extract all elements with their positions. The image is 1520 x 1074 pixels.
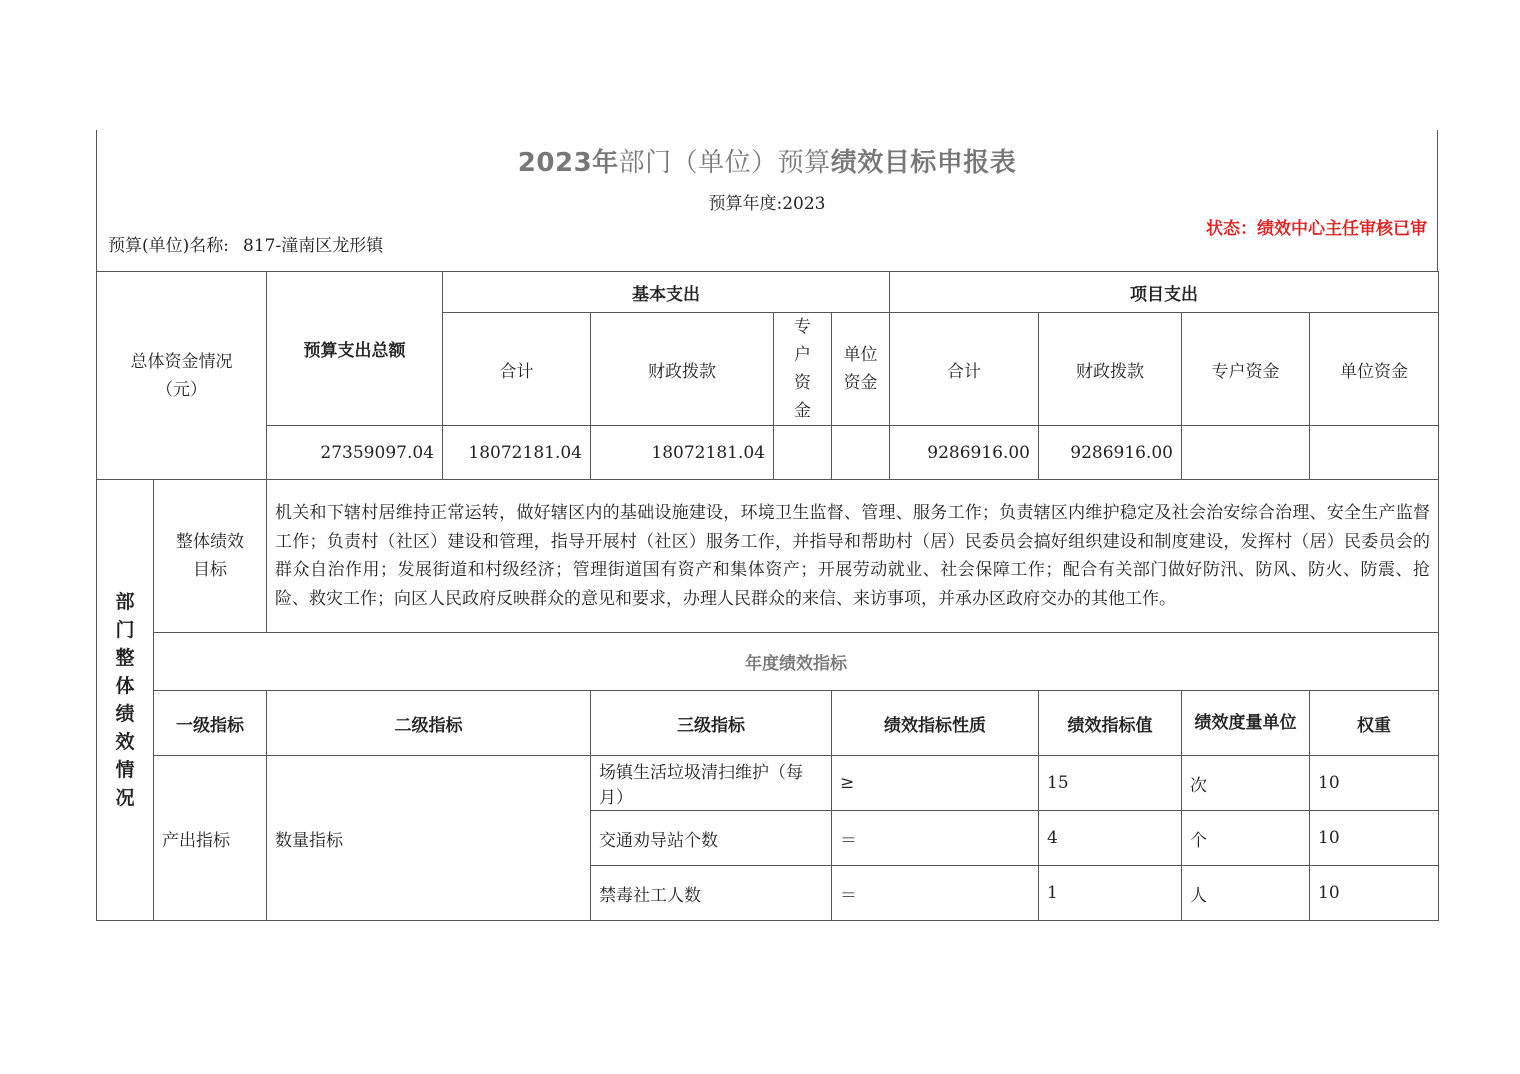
char: 体 [115, 675, 135, 697]
char: 门 [115, 619, 135, 641]
project-total-header: 合计 [890, 313, 1039, 426]
basic-special-header [774, 313, 832, 426]
project-total-value: 9286916.00 [890, 426, 1039, 480]
annual-indicators-title: 年度绩效指标 [154, 633, 1439, 691]
char: 绩 [115, 703, 135, 725]
funds-row-label: 总体资金情况（元） [97, 272, 267, 480]
project-special-header: 专户资金 [1182, 313, 1310, 426]
header-nature: 绩效指标性质 [832, 691, 1039, 756]
basic-total-header: 合计 [443, 313, 591, 426]
status-text: 状态：绩效中心主任审核已审 [1206, 219, 1427, 239]
project-unit-value [1310, 426, 1439, 480]
unit-name-value: 817-潼南区龙形镇 [243, 236, 384, 256]
indicator-unit: 次 [1182, 756, 1310, 811]
char: 整 [115, 647, 135, 669]
header-level1: 一级指标 [154, 691, 267, 756]
char: 专 [794, 317, 811, 337]
char: 金 [794, 401, 811, 421]
indicator-name: 交通劝导站个数 [591, 811, 832, 866]
basic-fiscal-value: 18072181.04 [591, 426, 774, 480]
indicator-nature: ＝ [832, 866, 1039, 921]
budget-year: 预算年度:2023 [708, 194, 826, 214]
basic-total-value: 18072181.04 [443, 426, 591, 480]
page-title [97, 142, 1437, 179]
project-special-value [1182, 426, 1310, 480]
project-fiscal-value: 9286916.00 [1039, 426, 1182, 480]
char: 况 [115, 787, 135, 809]
unit-name-line [108, 231, 383, 256]
indicator-unit: 个 [1182, 811, 1310, 866]
basic-special-value [774, 426, 832, 480]
performance-section-label [97, 480, 154, 921]
level2-value: 数量指标 [267, 756, 591, 921]
title-year: 2023年 [517, 148, 619, 178]
char: 情 [115, 759, 135, 781]
report-sheet [96, 130, 1438, 921]
project-label: 项目支出 [890, 272, 1439, 313]
total-value: 27359097.04 [267, 426, 443, 480]
indicator-nature: ＝ [832, 811, 1039, 866]
project-unit-header: 单位资金 [1310, 313, 1439, 426]
indicator-weight: 10 [1310, 866, 1439, 921]
unit-name-label: 预算(单位)名称: [108, 236, 229, 256]
header-level3: 三级指标 [591, 691, 832, 756]
header-value: 绩效指标值 [1039, 691, 1182, 756]
title-dept: 部门（单位）预算 [618, 148, 831, 178]
indicator-unit: 人 [1182, 866, 1310, 921]
funds-table [96, 271, 1439, 921]
indicator-name: 禁毒社工人数 [591, 866, 832, 921]
report-header [96, 130, 1438, 271]
indicator-name: 场镇生活垃圾清扫维护（每月） [591, 756, 832, 811]
char: 资 [794, 373, 811, 393]
header-weight: 权重 [1310, 691, 1439, 756]
basic-label: 基本支出 [443, 272, 890, 313]
goal-label: 整体绩效目标 [154, 480, 267, 633]
total-label: 预算支出总额 [267, 272, 443, 426]
header-unit: 绩效度量单位 [1182, 691, 1310, 756]
indicator-value: 1 [1039, 866, 1182, 921]
indicator-weight: 10 [1310, 756, 1439, 811]
basic-fiscal-header: 财政拨款 [591, 313, 774, 426]
basic-unit-header: 单位资金 [832, 313, 890, 426]
basic-unit-value [832, 426, 890, 480]
project-fiscal-header: 财政拨款 [1039, 313, 1182, 426]
level1-value: 产出指标 [154, 756, 267, 921]
indicator-value: 15 [1039, 756, 1182, 811]
indicator-weight: 10 [1310, 811, 1439, 866]
goal-text: 机关和下辖村居维持正常运转，做好辖区内的基础设施建设，环境卫生监督、管理、服务工作；负责辖区内维护稳定及社会治安综合治理、安全生产监督工作；负责村（社区）建设和管理，指导开展村（社区）服务工作，并指导和帮助村（居）民委员会搞好组织建设和制度建设，发挥村（居）民委员会的群众自治作用；发展街道和村级经济；管理街道国有资产和集体资产；开展劳动就业、社会保障工作；配合有关部门做好防汛、防风、防火、防震、抢险、救灾工作；向区人民政府反映群众的意见和要求，办理人民群众的来信、来访事项，并承办区政府交办的其他工作。 [267, 480, 1439, 633]
char: 户 [794, 345, 811, 365]
title-form: 绩效目标申报表 [830, 148, 1017, 178]
indicator-nature: ≥ [832, 756, 1039, 811]
char: 效 [115, 731, 135, 753]
char: 部 [115, 591, 135, 613]
indicator-value: 4 [1039, 811, 1182, 866]
header-level2: 二级指标 [267, 691, 591, 756]
